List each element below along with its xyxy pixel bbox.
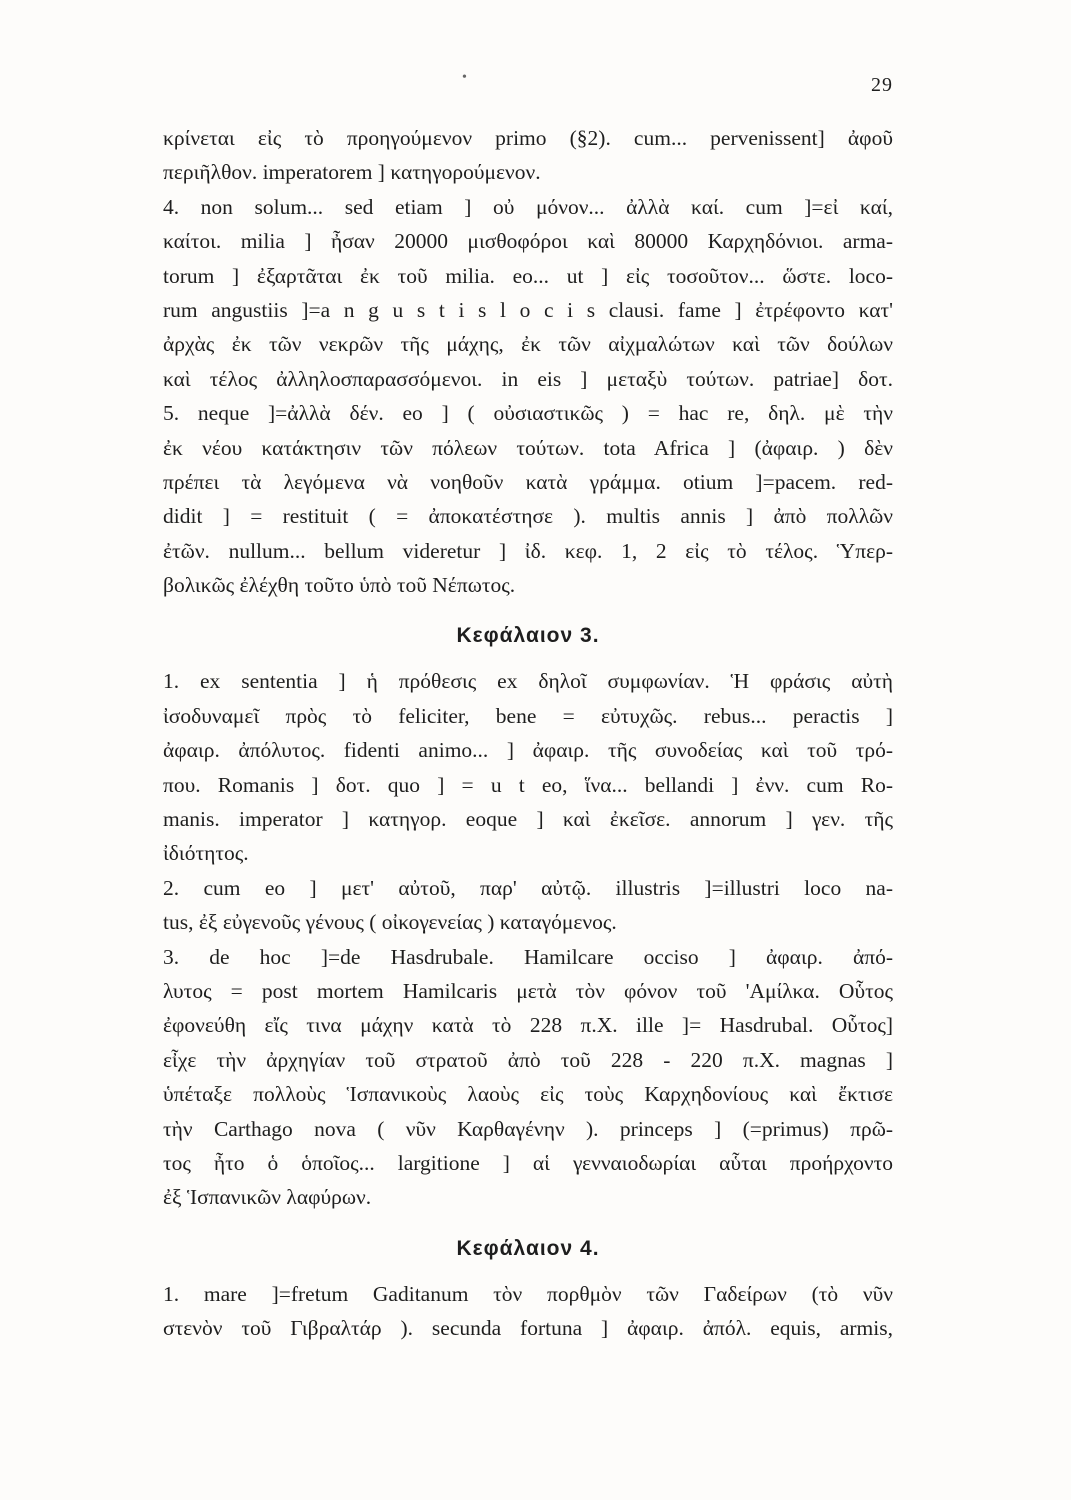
- text-line: περιῆλθον. imperatorem ] κατηγορούμενον.: [163, 160, 541, 185]
- text-line: 4. non solum... sed etiam ] οὐ μόνον... ἀλλὰ καί. cum ]=εἰ καί,: [163, 194, 893, 219]
- text-line: 1. ex sententia ] ἡ πρόθεσις ex δηλοῖ συμφωνίαν. Ἡ φράσις αὐτὴ: [163, 669, 893, 694]
- text-line: tus, ἐξ εὐγενοῦς γένους ( οἰκογενείας ) καταγόμενος.: [163, 910, 617, 935]
- text-line: κρίνεται εἰς τὸ προηγούμενον primo (§2). cum... pervenissent] ἀφοῦ: [163, 126, 893, 150]
- intro-commentary: [163, 121, 893, 602]
- text-line: τος ἦτο ὁ ὁποῖος... largitione ] αἱ γενναιοδωρίαι αὗται προήρχοντο: [163, 1150, 893, 1175]
- text-line: στενὸν τοῦ Γιβραλτάρ ). secunda fortuna ] ἀφαιρ. ἀπόλ. equis, armis,: [163, 1316, 893, 1341]
- text-line: 5. neque ]=ἀλλὰ δέν. eo ] ( οὐσιαστικῶς ) = hac re, δηλ. μὲ τὴν: [163, 401, 893, 426]
- chapter-3-commentary: [163, 664, 893, 1214]
- page-number: 29: [871, 74, 893, 96]
- text-line: ἰσοδυναμεῖ πρὸς τὸ feliciter, bene = εὐτυχῶς. rebus... peractis ]: [163, 703, 893, 728]
- text-line: βολικῶς ἐλέχθη τοῦτο ὑπὸ τοῦ Νέπωτος.: [163, 573, 516, 598]
- text-line: manis. imperator ] κατηγορ. eoque ] καὶ ἐκεῖσε. annorum ] γεν. τῆς: [163, 807, 893, 832]
- text-line: 3. de hoc ]=de Hasdrubale. Hamilcare occiso ] ἀφαιρ. ἀπό-: [163, 944, 893, 969]
- text-line: ἐφονεύθη εἴς τινα μάχην κατὰ τὸ 228 π.Χ. ille ]= Hasdrubal. Οὗτος]: [163, 1013, 893, 1038]
- text-line: 2. cum eo ] μετ' αὐτοῦ, παρ' αὐτῷ. illustris ]=illustri loco na-: [163, 875, 893, 900]
- text-line: λυτος = post mortem Hamilcaris μετὰ τὸν φόνον τοῦ 'Αμίλκα. Οὗτος: [163, 978, 893, 1003]
- text-line: ἀρχὰς ἐκ τῶν νεκρῶν τῆς μάχης, ἐκ τῶν αἰχμαλώτων καὶ τῶν δούλων: [163, 332, 893, 357]
- text-line: εἶχε τὴν ἀρχηγίαν τοῦ στρατοῦ ἀπὸ τοῦ 228 - 220 π.Χ. magnas ]: [163, 1047, 893, 1072]
- text-line: ἀφαιρ. ἀπόλυτος. fidenti animo... ] ἀφαιρ. τῆς συνοδείας καὶ τοῦ τρό-: [163, 738, 893, 763]
- text-line: πρέπει τὰ λεγόμενα νὰ νοηθοῦν κατὰ γράμμα. otium ]=pacem. red-: [163, 469, 893, 494]
- top-mark: •: [462, 70, 467, 85]
- text-line: ὑπέταξε πολλοὺς Ἱσπανικοὺς λαοὺς εἰς τοὺς Καρχηδονίους καὶ ἔκτισε: [163, 1082, 893, 1107]
- text-line: ἐκ νέου κατάκτησιν τῶν πόλεων τούτων. tota Africa ] (ἀφαιρ. ) δὲν: [163, 435, 893, 460]
- text-line: καίτοι. milia ] ἦσαν 20000 μισθοφόροι καὶ 80000 Καρχηδόνιοι. arma-: [163, 229, 893, 254]
- chapter-4-commentary: [163, 1277, 893, 1346]
- text-line: didit ] = restituit ( = ἀποκατέστησε ). multis annis ] ἀπὸ πολλῶν: [163, 504, 893, 529]
- text-line: ἰδιότητος.: [163, 841, 249, 866]
- text-line: ἐτῶν. nullum... bellum videretur ] ἰδ. κεφ. 1, 2 εἰς τὸ τέλος. Ὑπερ-: [163, 538, 893, 563]
- text-line: 1. mare ]=fretum Gaditanum τὸν πορθμὸν τῶν Γαδείρων (τὸ νῦν: [163, 1281, 893, 1306]
- chapter-3-heading: Κεφάλαιον 3.: [456, 624, 600, 648]
- text-line: τὴν Carthago nova ( νῦν Καρθαγένην ). princeps ] (=primus) πρῶ-: [163, 1116, 893, 1141]
- chapter-4-heading: Κεφάλαιον 4.: [456, 1236, 600, 1260]
- text-line: torum ] ἐξαρτᾶται ἐκ τοῦ milia. eo... ut ] εἰς τοσοῦτον... ὥστε. loco-: [163, 263, 893, 288]
- text-line: rum angustiis ]=a n g u s t i s l o c i s clausi. fame ] ἐτρέφοντο κατ': [163, 297, 893, 322]
- page-body: [163, 121, 893, 1346]
- text-line: καὶ τέλος ἀλληλοσπαρασσόμενοι. in eis ] μεταξὺ τούτων. patriae] δοτ.: [163, 366, 893, 391]
- text-line: ἐξ Ἱσπανικῶν λαφύρων.: [163, 1185, 372, 1210]
- text-line: που. Romanis ] δοτ. quo ] = u t eo, ἵνα... bellandi ] ἐνν. cum Ro-: [163, 772, 893, 797]
